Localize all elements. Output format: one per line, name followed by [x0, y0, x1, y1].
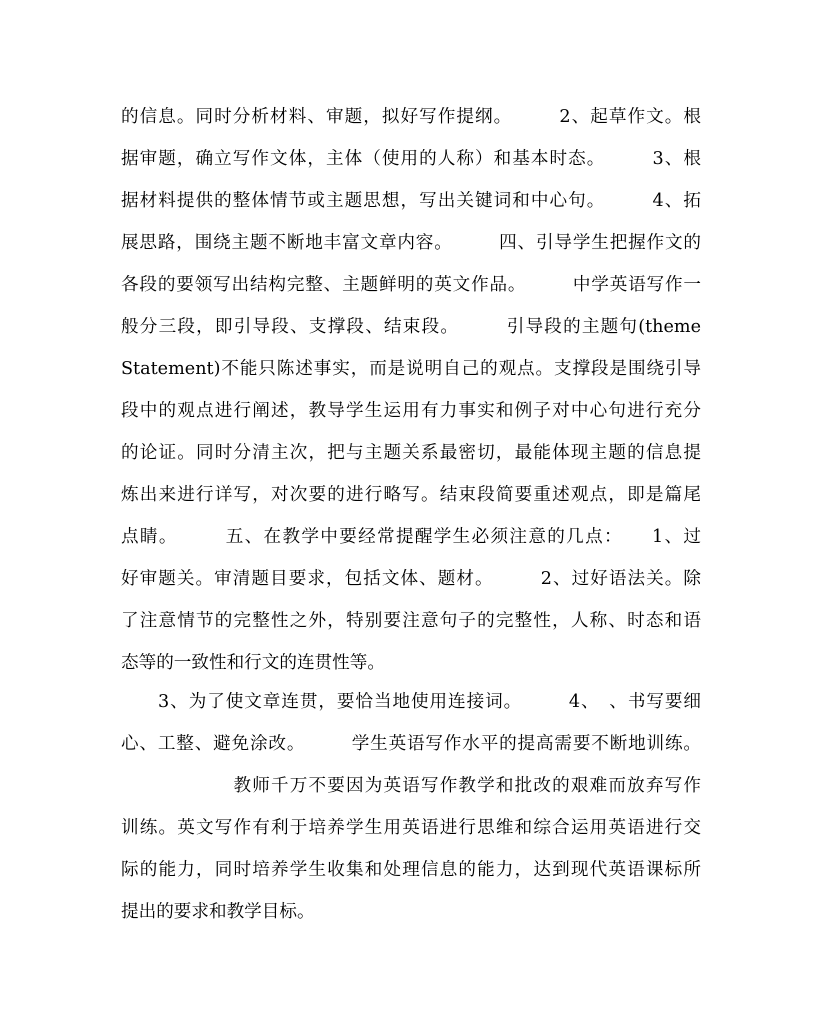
- paragraph-line: 际的能力，同时培养学生收集和处理信息的能力，达到现代英语课标所: [121, 860, 701, 880]
- paragraph-line: 据材料提供的整体情节或主题思想，写出关键词和中心句。 4、拓: [121, 191, 701, 211]
- paragraph-line: 各段的要领写出结构完整、主题鲜明的英文作品。 中学英语写作一: [121, 275, 701, 295]
- paragraph-line: 展思路，围绕主题不断地丰富文章内容。 四、引导学生把握作文的: [121, 233, 701, 253]
- paragraph-line: 心、工整、避免涂改。 学生英语写作水平的提高需要不断地训练。: [121, 734, 701, 754]
- paragraph-line: 段中的观点进行阐述，教导学生运用有力事实和例子对中心句进行充分: [121, 401, 701, 421]
- paragraph-last-line: 提出的要求和教学目标。: [121, 902, 315, 922]
- paragraph-line: 点睛。 五、在教学中要经常提醒学生必须注意的几点： 1、过: [121, 527, 701, 547]
- paragraph-line: 般分三段，即引导段、支撑段、结束段。 引导段的主题句(theme: [121, 317, 701, 337]
- paragraph-line: 教师千万不要因为英语写作教学和批改的艰难而放弃写作: [121, 776, 701, 796]
- paragraph-line: 好审题关。审清题目要求，包括文体、题材。 2、过好语法关。除: [121, 569, 701, 589]
- paragraph-line: 的信息。同时分析材料、审题，拟好写作提纲。 2、起草作文。根: [121, 107, 701, 127]
- paragraph-line: 炼出来进行详写，对次要的进行略写。结束段简要重述观点，即是篇尾: [121, 485, 701, 505]
- paragraph-line: 了注意情节的完整性之外，特别要注意句子的完整性，人称、时态和语: [121, 611, 701, 631]
- paragraph-line: 的论证。同时分清主次，把与主题关系最密切，最能体现主题的信息提: [121, 443, 701, 463]
- paragraph-line: Statement)不能只陈述事实，而是说明自己的观点。支撑段是围绕引导: [121, 359, 701, 379]
- paragraph-line: 训练。英文写作有利于培养学生用英语进行思维和综合运用英语进行交: [121, 818, 701, 838]
- paragraph-line: 3、为了使文章连贯，要恰当地使用连接词。 4、 、书写要细: [121, 692, 701, 712]
- paragraph-line: 据审题，确立写作文体，主体（使用的人称）和基本时态。 3、根: [121, 149, 701, 169]
- paragraph-last-line: 态等的一致性和行文的连贯性等。: [121, 653, 385, 673]
